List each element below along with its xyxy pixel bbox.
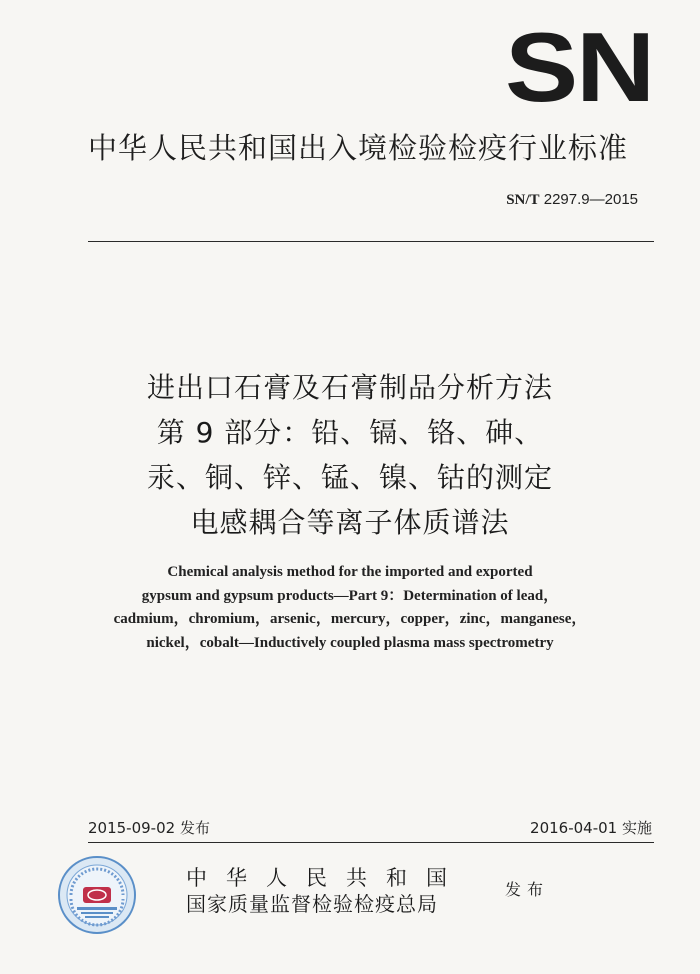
top-divider — [88, 241, 654, 242]
title-en-line-2: gypsum and gypsum products—Part 9：Determination of lead， — [141, 587, 559, 604]
anti-counterfeit-seal-icon — [57, 855, 137, 935]
issuer-agency: 国家质量监督检验检疫总局 — [186, 892, 438, 916]
issuer-country: 中华人民共和国 — [186, 866, 466, 890]
title-cn-line-2: 第 9 部分：铅、镉、铬、砷、 — [156, 416, 544, 449]
standard-number: 2297.9—2015 — [543, 191, 638, 208]
issuer-publish-label: 发布 — [505, 880, 550, 899]
title-cn — [100, 365, 600, 545]
title-en — [100, 561, 600, 655]
implementation-date: 2016-04-01 实施 — [530, 819, 652, 837]
title-en-line-4: nickel，cobalt—Inductively coupled plasma mass spectrometry — [146, 634, 554, 651]
bottom-divider — [88, 842, 654, 843]
title-en-line-3: cadmium，chromium，arsenic，mercury，copper，zinc，manganese， — [113, 611, 587, 627]
title-cn-line-1: 进出口石膏及石膏制品分析方法 — [146, 371, 553, 404]
org-title: 中华人民共和国出入境检验检疫行业标准 — [88, 131, 629, 165]
title-cn-line-3: 汞、铜、锌、锰、镍、钴的测定 — [146, 461, 553, 494]
sn-logo: SN — [505, 12, 653, 122]
issue-date: 2015-09-02 发布 — [88, 819, 210, 837]
title-cn-line-4: 电感耦合等离子体质谱法 — [190, 506, 510, 539]
title-en-line-1: Chemical analysis method for the imported and exported — [167, 564, 533, 580]
standard-prefix: SN/T — [506, 192, 540, 208]
standard-code — [506, 190, 638, 210]
